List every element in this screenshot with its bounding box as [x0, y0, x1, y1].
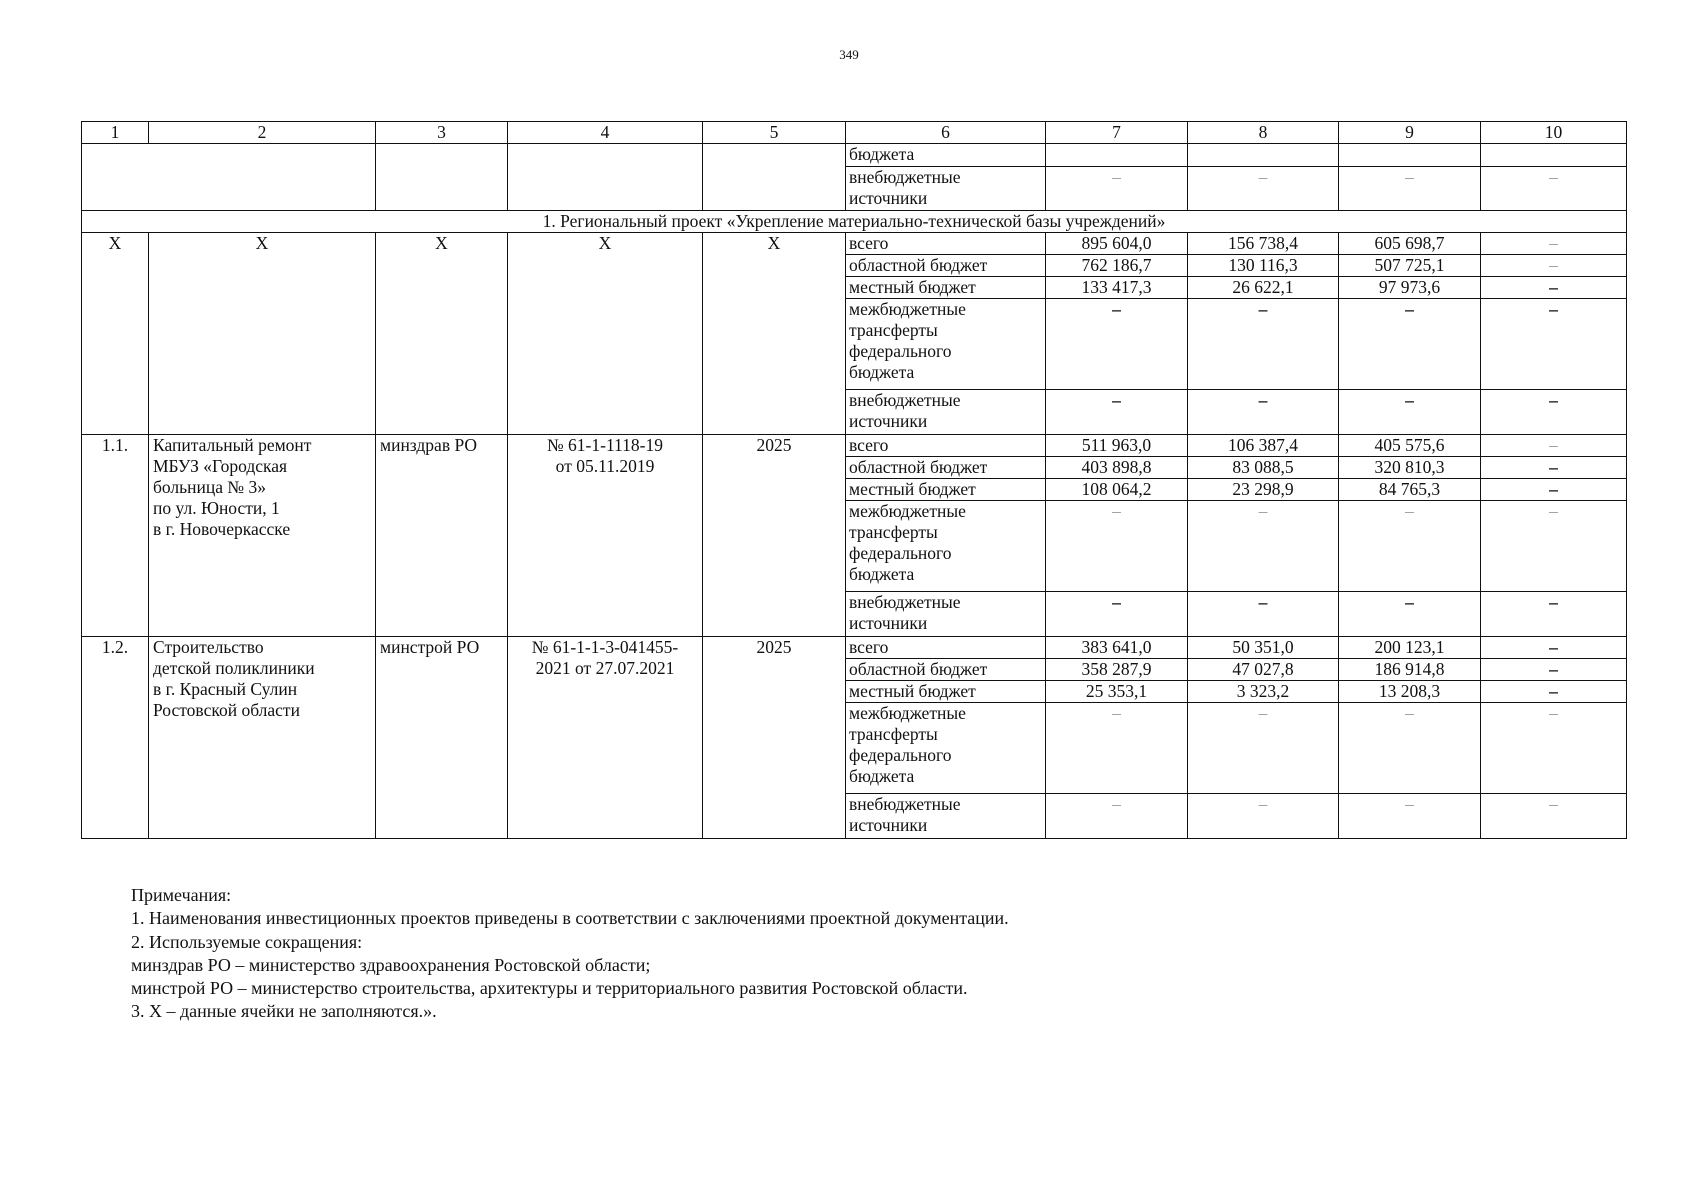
- empty-cell: [82, 144, 376, 211]
- value-cell: 108 064,2: [1046, 479, 1188, 501]
- value-cell: [1046, 144, 1188, 167]
- project-document: № 61-1-1-3-041455- 2021 от 27.07.2021: [508, 637, 703, 839]
- value-cell: 3 323,2: [1188, 681, 1339, 703]
- funding-source: бюджета: [846, 144, 1046, 167]
- funding-source: внебюджетные источники: [846, 390, 1046, 435]
- project-name: Строительство детской поликлиники в г. Красный Сулин Ростовской области: [149, 637, 376, 839]
- project-number: 1.2.: [82, 637, 149, 839]
- column-number-row: [82, 122, 1627, 144]
- section-row: [82, 211, 1627, 233]
- funding-source: областной бюджет: [846, 255, 1046, 277]
- value-cell: 130 116,3: [1188, 255, 1339, 277]
- table-row: [82, 144, 1627, 167]
- value-cell: –: [1188, 703, 1339, 794]
- project-year: 2025: [703, 435, 846, 637]
- value-cell: –: [1481, 233, 1627, 255]
- value-cell: –: [1481, 299, 1627, 390]
- value-cell: 405 575,6: [1339, 435, 1481, 457]
- funding-source: всего: [846, 435, 1046, 457]
- page-number: 349: [839, 47, 859, 62]
- value-cell: –: [1339, 299, 1481, 390]
- value-cell: –: [1188, 167, 1339, 211]
- empty-cell: [508, 144, 703, 211]
- project-number: 1.1.: [82, 435, 149, 637]
- funding-source: межбюджетные трансферты федерального бюджета: [846, 703, 1046, 794]
- value-cell: 50 351,0: [1188, 637, 1339, 659]
- funding-source: областной бюджет: [846, 457, 1046, 479]
- note-line: 1. Наименования инвестиционных проектов приведены в соответствии с заключениями проектной документации.: [131, 908, 1009, 929]
- funding-source: внебюджетные источники: [846, 592, 1046, 637]
- value-cell: –: [1481, 501, 1627, 592]
- funding-source: областной бюджет: [846, 659, 1046, 681]
- column-number: 4: [508, 122, 703, 144]
- value-cell: 47 027,8: [1188, 659, 1339, 681]
- notes-block: [131, 884, 1531, 1024]
- column-number: 8: [1188, 122, 1339, 144]
- placeholder-x: X: [508, 233, 703, 435]
- value-cell: 358 287,9: [1046, 659, 1188, 681]
- value-cell: –: [1481, 681, 1627, 703]
- value-cell: 200 123,1: [1339, 637, 1481, 659]
- note-line: 2. Используемые сокращения:: [131, 931, 363, 952]
- value-cell: 13 208,3: [1339, 681, 1481, 703]
- value-cell: 895 604,0: [1046, 233, 1188, 255]
- value-cell: –: [1046, 501, 1188, 592]
- column-number: 6: [846, 122, 1046, 144]
- value-cell: 383 641,0: [1046, 637, 1188, 659]
- value-cell: 84 765,3: [1339, 479, 1481, 501]
- value-cell: 605 698,7: [1339, 233, 1481, 255]
- value-cell: –: [1339, 167, 1481, 211]
- value-cell: –: [1046, 390, 1188, 435]
- value-cell: 186 914,8: [1339, 659, 1481, 681]
- funding-source: межбюджетные трансферты федерального бюджета: [846, 501, 1046, 592]
- column-number: 1: [82, 122, 149, 144]
- table-row: [82, 435, 1627, 457]
- project-customer: минздрав РО: [376, 435, 508, 637]
- value-cell: –: [1481, 457, 1627, 479]
- funding-source: межбюджетные трансферты федерального бюджета: [846, 299, 1046, 390]
- column-number: 3: [376, 122, 508, 144]
- value-cell: [1481, 144, 1627, 167]
- placeholder-x: X: [149, 233, 376, 435]
- project-year: 2025: [703, 637, 846, 839]
- value-cell: 133 417,3: [1046, 277, 1188, 299]
- value-cell: 97 973,6: [1339, 277, 1481, 299]
- column-number: 10: [1481, 122, 1627, 144]
- value-cell: –: [1339, 592, 1481, 637]
- placeholder-x: X: [703, 233, 846, 435]
- value-cell: 106 387,4: [1188, 435, 1339, 457]
- value-cell: –: [1339, 703, 1481, 794]
- column-number: 9: [1339, 122, 1481, 144]
- value-cell: 320 810,3: [1339, 457, 1481, 479]
- value-cell: [1188, 144, 1339, 167]
- funding-source: местный бюджет: [846, 681, 1046, 703]
- funding-source: местный бюджет: [846, 277, 1046, 299]
- funding-source: всего: [846, 637, 1046, 659]
- empty-cell: [376, 144, 508, 211]
- value-cell: –: [1481, 277, 1627, 299]
- value-cell: –: [1046, 592, 1188, 637]
- project-name: Капитальный ремонт МБУЗ «Городская больница № 3» по ул. Юности, 1 в г. Новочеркасске: [149, 435, 376, 637]
- value-cell: –: [1481, 167, 1627, 211]
- empty-cell: [703, 144, 846, 211]
- value-cell: –: [1188, 501, 1339, 592]
- table-row: [82, 233, 1627, 255]
- value-cell: 83 088,5: [1188, 457, 1339, 479]
- value-cell: –: [1046, 167, 1188, 211]
- value-cell: 23 298,9: [1188, 479, 1339, 501]
- investment-table: [81, 121, 1627, 839]
- placeholder-x: X: [376, 233, 508, 435]
- value-cell: –: [1188, 592, 1339, 637]
- value-cell: –: [1046, 703, 1188, 794]
- section-title: 1. Региональный проект «Укрепление материально-технической базы учреждений»: [82, 211, 1627, 233]
- notes-heading: Примечания:: [131, 885, 232, 905]
- value-cell: –: [1481, 637, 1627, 659]
- value-cell: –: [1339, 794, 1481, 839]
- funding-source: внебюджетные источники: [846, 167, 1046, 211]
- value-cell: 403 898,8: [1046, 457, 1188, 479]
- column-number: 2: [149, 122, 376, 144]
- value-cell: –: [1481, 794, 1627, 839]
- value-cell: 25 353,1: [1046, 681, 1188, 703]
- value-cell: –: [1188, 794, 1339, 839]
- value-cell: –: [1339, 390, 1481, 435]
- placeholder-x: X: [82, 233, 149, 435]
- value-cell: 156 738,4: [1188, 233, 1339, 255]
- value-cell: –: [1046, 299, 1188, 390]
- table-row: [82, 637, 1627, 659]
- column-number: 5: [703, 122, 846, 144]
- value-cell: –: [1188, 390, 1339, 435]
- value-cell: 762 186,7: [1046, 255, 1188, 277]
- funding-source: местный бюджет: [846, 479, 1046, 501]
- note-line: минстрой РО – министерство строительства, архитектуры и территориального развития Ростовской области.: [131, 978, 968, 999]
- project-document: № 61-1-1118-19 от 05.11.2019: [508, 435, 703, 637]
- funding-source: всего: [846, 233, 1046, 255]
- note-line: минздрав РО – министерство здравоохранения Ростовской области;: [131, 954, 651, 975]
- column-number: 7: [1046, 122, 1188, 144]
- value-cell: 26 622,1: [1188, 277, 1339, 299]
- value-cell: –: [1046, 794, 1188, 839]
- value-cell: –: [1481, 390, 1627, 435]
- value-cell: 507 725,1: [1339, 255, 1481, 277]
- value-cell: –: [1481, 592, 1627, 637]
- value-cell: 511 963,0: [1046, 435, 1188, 457]
- value-cell: –: [1481, 659, 1627, 681]
- value-cell: [1339, 144, 1481, 167]
- funding-source: внебюджетные источники: [846, 794, 1046, 839]
- value-cell: –: [1481, 435, 1627, 457]
- value-cell: –: [1481, 255, 1627, 277]
- project-customer: минстрой РО: [376, 637, 508, 839]
- note-line: 3. X – данные ячейки не заполняются.».: [131, 1001, 437, 1022]
- value-cell: –: [1339, 501, 1481, 592]
- value-cell: –: [1188, 299, 1339, 390]
- value-cell: –: [1481, 479, 1627, 501]
- value-cell: –: [1481, 703, 1627, 794]
